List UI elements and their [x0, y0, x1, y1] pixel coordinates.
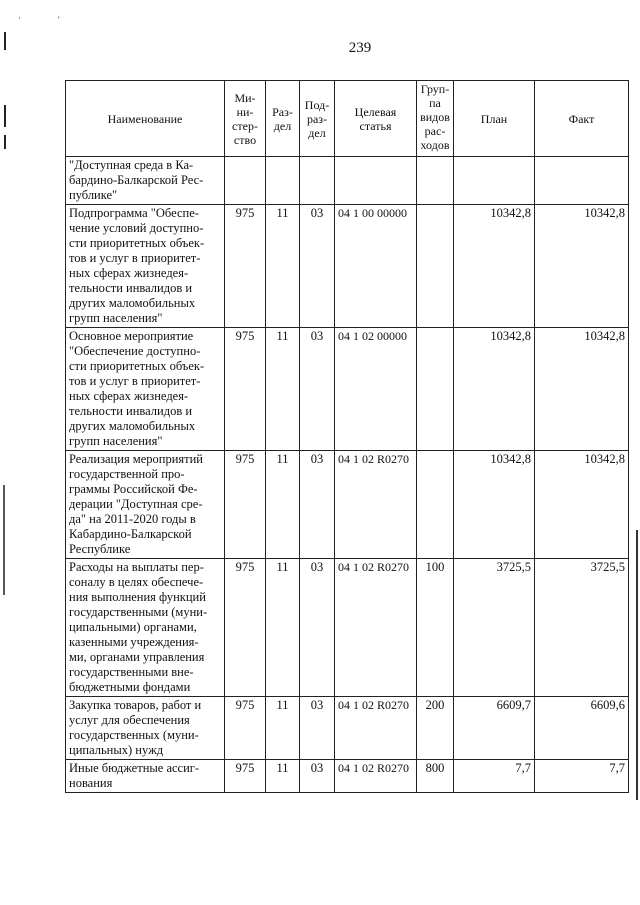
text-line: дерации "Доступная сре- — [69, 497, 203, 511]
text-line: Целевая — [354, 104, 397, 119]
row-plan: 10342,8 — [454, 328, 535, 451]
scan-edge-mark — [3, 485, 5, 595]
row-target-article: 04 1 02 R0270 — [335, 451, 417, 559]
row-fact: 7,7 — [535, 760, 629, 793]
row-ministry: 975 — [225, 697, 266, 760]
table-row — [66, 451, 629, 559]
row-target-article: 04 1 02 R0270 — [335, 760, 417, 793]
header-name: Наименование — [66, 81, 225, 157]
table-body — [66, 157, 629, 793]
row-name — [66, 328, 225, 451]
row-name — [66, 205, 225, 328]
text-line: Иные бюджетные ассиг- — [69, 761, 200, 775]
text-line: Реализация мероприятий — [69, 452, 203, 466]
header-ministry — [225, 81, 266, 157]
text-line: ных сферах жизнедея- — [69, 389, 189, 403]
text-line: статья — [359, 118, 392, 133]
header-section — [266, 81, 300, 157]
text-line: ципальными) органами, — [69, 620, 197, 634]
row-name — [66, 157, 225, 205]
scan-edge-mark — [4, 105, 6, 127]
text-line: дел — [308, 125, 326, 140]
table-row — [66, 760, 629, 793]
text-line: государственной про- — [69, 467, 185, 481]
text-line: дел — [273, 118, 292, 133]
row-plan: 10342,8 — [454, 451, 535, 559]
scan-speck: · — [18, 13, 21, 23]
text-line: рас- — [424, 124, 446, 138]
row-ministry: 975 — [225, 328, 266, 451]
text-line: раз- — [306, 111, 328, 126]
row-plan — [454, 157, 535, 205]
row-fact — [535, 157, 629, 205]
header-target-article — [335, 81, 417, 157]
text-line: групп населения" — [69, 311, 163, 325]
row-ministry — [225, 157, 266, 205]
text-line: Раз- — [272, 104, 293, 119]
table-row — [66, 328, 629, 451]
header-expense-group — [417, 81, 454, 157]
page-number: 239 — [348, 40, 372, 56]
text-line: бардино-Балкарской Рес- — [69, 173, 204, 187]
row-subsection: 03 — [300, 697, 335, 760]
text-line: ния выполнения функций — [69, 590, 206, 604]
row-section: 11 — [266, 451, 300, 559]
row-target-article: 04 1 00 00000 — [335, 205, 417, 328]
row-name — [66, 559, 225, 697]
text-line: сти приоритетных объек- — [69, 236, 205, 250]
scan-edge-mark — [636, 530, 638, 800]
table-row — [66, 157, 629, 205]
row-section: 11 — [266, 328, 300, 451]
text-line: Республике — [69, 542, 131, 556]
text-line: ни- — [236, 104, 254, 119]
text-line: тельности инвалидов и — [69, 281, 193, 295]
text-line: ципальных) нужд — [69, 743, 164, 757]
scan-edge-mark — [4, 135, 6, 149]
row-target-article: 04 1 02 R0270 — [335, 697, 417, 760]
table-row — [66, 559, 629, 697]
row-fact: 10342,8 — [535, 451, 629, 559]
row-expense-group: 200 — [417, 697, 454, 760]
text-line: ство — [233, 132, 257, 147]
row-plan: 6609,7 — [454, 697, 535, 760]
row-plan: 3725,5 — [454, 559, 535, 697]
row-expense-group — [417, 157, 454, 205]
text-line: сти приоритетных объек- — [69, 359, 205, 373]
row-target-article — [335, 157, 417, 205]
text-line: государственных (муни- — [69, 728, 199, 742]
text-line: Под- — [304, 97, 330, 112]
text-line: бюджетными фондами — [69, 680, 191, 694]
row-subsection: 03 — [300, 205, 335, 328]
text-line: услуг для обеспечения — [69, 713, 190, 727]
row-target-article: 04 1 02 00000 — [335, 328, 417, 451]
row-ministry: 975 — [225, 760, 266, 793]
row-expense-group: 100 — [417, 559, 454, 697]
text-line: Закупка товаров, работ и — [69, 698, 202, 712]
text-line: Ми- — [234, 90, 256, 105]
row-fact: 3725,5 — [535, 559, 629, 697]
header-fact: Факт — [535, 81, 629, 157]
scan-speck: ' — [58, 15, 60, 25]
row-subsection: 03 — [300, 451, 335, 559]
text-line: Подпрограмма "Обеспе- — [69, 206, 199, 220]
row-expense-group: 800 — [417, 760, 454, 793]
row-expense-group — [417, 451, 454, 559]
row-subsection: 03 — [300, 760, 335, 793]
text-line: Кабардино-Балкарской — [69, 527, 192, 541]
text-line: других маломобильных — [69, 296, 196, 310]
header-plan: План — [454, 81, 535, 157]
text-line: граммы Российской Фе- — [69, 482, 198, 496]
row-name — [66, 451, 225, 559]
row-plan: 10342,8 — [454, 205, 535, 328]
row-plan: 7,7 — [454, 760, 535, 793]
text-line: других маломобильных — [69, 419, 196, 433]
row-subsection — [300, 157, 335, 205]
text-line: "Обеспечение доступно- — [69, 344, 201, 358]
text-line: да" на 2011-2020 годы в — [69, 512, 196, 526]
text-line: видов — [420, 110, 450, 124]
text-line: тельности инвалидов и — [69, 404, 193, 418]
text-line: тов и услуг в приоритет- — [69, 251, 201, 265]
row-subsection: 03 — [300, 559, 335, 697]
row-name — [66, 697, 225, 760]
row-fact: 10342,8 — [535, 205, 629, 328]
text-line: групп населения" — [69, 434, 163, 448]
text-line: казенными учреждения- — [69, 635, 199, 649]
text-line: "Доступная среда в Ка- — [69, 158, 194, 172]
text-line: тов и услуг в приоритет- — [69, 374, 201, 388]
table-row — [66, 697, 629, 760]
text-line: Расходы на выплаты пер- — [69, 560, 204, 574]
row-section: 11 — [266, 205, 300, 328]
text-line: ходов — [420, 138, 450, 152]
row-fact: 6609,6 — [535, 697, 629, 760]
row-ministry: 975 — [225, 205, 266, 328]
header-subsection — [300, 81, 335, 157]
row-name — [66, 760, 225, 793]
row-section: 11 — [266, 559, 300, 697]
row-section — [266, 157, 300, 205]
row-expense-group — [417, 328, 454, 451]
text-line: нования — [69, 776, 113, 790]
text-line: Груп- — [420, 82, 450, 96]
row-subsection: 03 — [300, 328, 335, 451]
text-line: чение условий доступно- — [69, 221, 204, 235]
row-ministry: 975 — [225, 559, 266, 697]
text-line: ми, органами управления — [69, 650, 205, 664]
row-section: 11 — [266, 697, 300, 760]
row-expense-group — [417, 205, 454, 328]
text-line: соналу в целях обеспече- — [69, 575, 204, 589]
table-header-row — [66, 81, 629, 157]
text-line: государственными вне- — [69, 665, 194, 679]
text-line: государственными (муни- — [69, 605, 208, 619]
row-ministry: 975 — [225, 451, 266, 559]
text-line: стер- — [232, 118, 258, 133]
row-fact: 10342,8 — [535, 328, 629, 451]
text-line: ных сферах жизнедея- — [69, 266, 189, 280]
text-line: па — [429, 96, 441, 110]
row-target-article: 04 1 02 R0270 — [335, 559, 417, 697]
text-line: публике" — [69, 188, 118, 202]
budget-table — [65, 80, 629, 793]
table-row — [66, 205, 629, 328]
row-section: 11 — [266, 760, 300, 793]
text-line: Основное мероприятие — [69, 329, 194, 343]
